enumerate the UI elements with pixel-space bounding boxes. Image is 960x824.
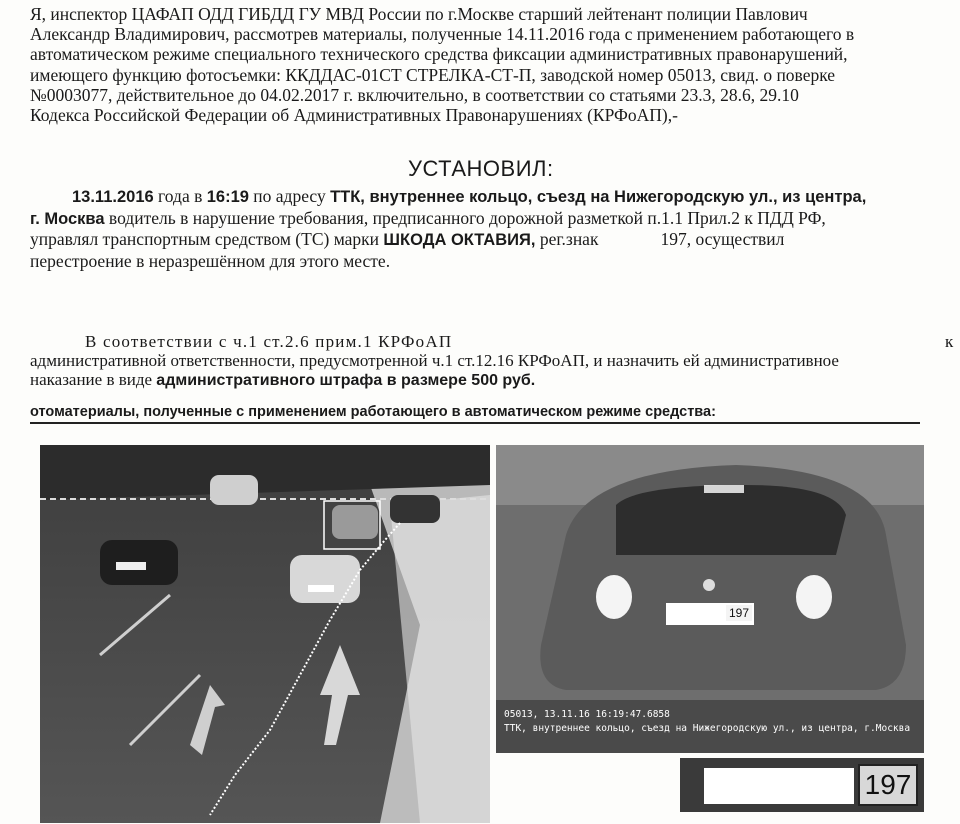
tail-light [596,575,632,619]
car [100,540,178,585]
intro-line: Александр Владимирович, рассмотрев материалы, полученные 14.11.2016 года с применением работающего в [30,24,855,45]
intro-line: Я, инспектор ЦАФАП ОДД ГИБДД ГУ МВД России по г.Москве старший лейтенант полиции Павлович [30,4,808,24]
road-scene-image [40,445,490,823]
road-photo [40,445,490,823]
fine-amount: административного штрафа в размере 500 руб. [156,372,536,389]
tail-light [796,575,832,619]
intro-line: №0003077, действительное до 04.02.2017 г. включительно, в соответствии со статьями 23.3, 28.6, 29.10 [30,84,799,105]
violation-line-4: перестроение в неразрешённом для этого месте. [30,250,391,271]
photo-overlay-address: ТТК, внутреннее кольцо, съезд на Нижегородскую ул., из центра, г.Москва [504,723,911,734]
plate-region-small: 197 [726,605,752,621]
car [390,495,440,523]
violation-paragraph [30,186,950,271]
violation-line-3: управлял транспортным средством (ТС) марки ШКОДА ОКТАВИЯ, рег.знак 197, осуществил [30,229,785,249]
car [290,555,360,603]
photo-overlay-timestamp: 05013, 13.11.16 16:19:47.6858 [504,709,670,720]
decision-line-3: наказание в виде административного штрафа в размере 500 руб. [30,370,536,389]
decision-paragraph [30,332,960,390]
car-rear-image [496,445,924,753]
intro-paragraph [30,4,950,125]
car [210,475,258,505]
plate-crop-photo [680,758,924,812]
decision-line-2: административной ответственности, предусмотренной ч.1 ст.12.16 КРФоАП, и назначить ей административное [30,351,839,370]
decision-line-1: В соответствии с ч.1 ст.2.6 прим.1 КРФоАП к [85,332,955,351]
vehicle-brand: ШКОДА ОКТАВИЯ, [383,231,536,249]
violation-date: 13.11.2016 [72,188,154,206]
registration-region: 197, осуществил [660,229,785,249]
violation-address: ТТК, внутреннее кольцо, съезд на Нижегородскую ул., из центра, [330,188,867,206]
violation-city: г. Москва [30,209,105,228]
brand-emblem [703,579,715,591]
plate-region-large: 197 [858,764,918,806]
violation-time: 16:19 [206,188,249,206]
photo-caption: отоматериалы, полученные с применением работающего в автоматическом режиме средства: [30,404,920,424]
violation-line-1: 13.11.2016 года в 16:19 по адресу ТТК, внутреннее кольцо, съезд на Нижегородскую ул., из центра, [72,186,867,206]
car-closeup-photo [496,445,924,753]
section-heading: УСТАНОВИЛ: [408,156,554,181]
plate-redacted-area [704,768,854,804]
intro-line: имеющего функцию фотосъемки: ККДДАС-01СТ СТРЕЛКА-СТ-П, заводской номер 05013, свид. о поверке [30,64,836,85]
intro-line: автоматическом режиме специального технического средства фиксации административных правонарушений, [30,44,848,65]
intro-line: Кодекса Российской Федерации об Административных Правонарушениях (КРФоАП),- [30,105,678,126]
violation-line-2: г. Москва водитель в нарушение требования, предписанного дорожной разметкой п.1.1 Прил.2 к ПДД РФ, [30,207,826,228]
